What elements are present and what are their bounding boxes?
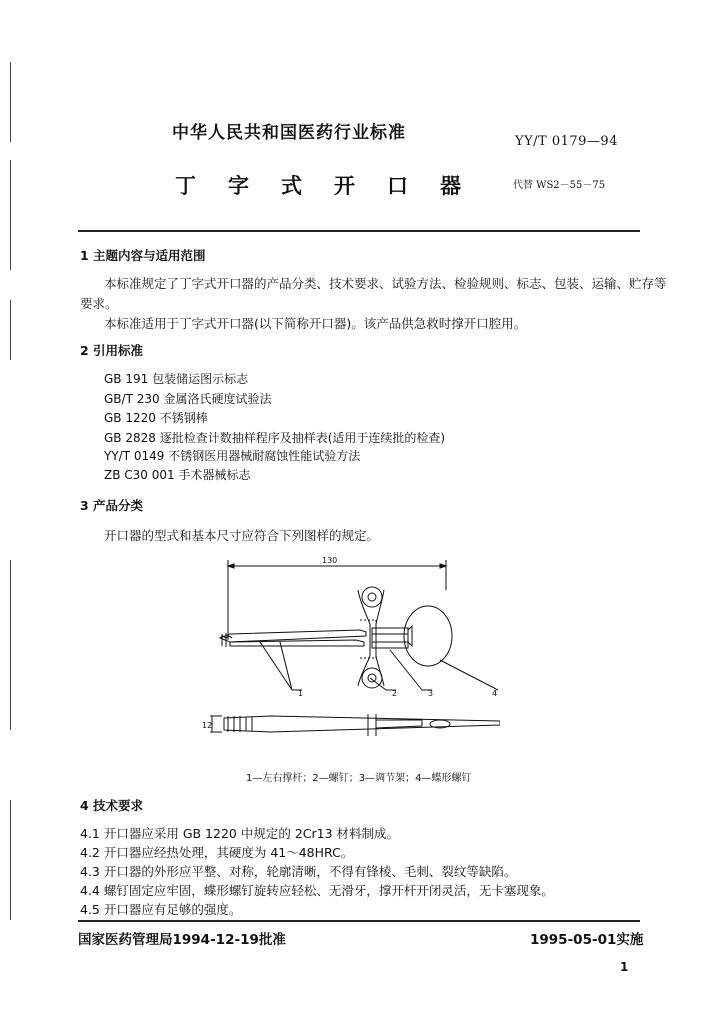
footer-rule [78, 920, 640, 922]
requirement-item: 4.2 开口器应经热处理，其硬度为 41～48HRC。 [80, 845, 354, 860]
section-3-heading: 3 产品分类 [80, 498, 144, 513]
scan-border-line [10, 300, 11, 360]
requirement-item: 4.5 开口器应有足够的强度。 [80, 902, 242, 917]
section-2-heading: 2 引用标准 [80, 343, 144, 358]
standard-organization: 中华人民共和国医药行业标准 [172, 123, 406, 143]
section-4-heading: 4 技术要求 [80, 798, 144, 813]
page-number: 1 [620, 960, 629, 974]
reference-item: GB 1220 不锈钢棒 [104, 411, 208, 425]
dimension-label-small: 12 [202, 721, 213, 730]
callout-4: 4 [492, 689, 498, 698]
replaces-note: 代替 WS2－55－75 [513, 180, 606, 191]
reference-item: GB/T 230 金属洛氏硬度试验法 [104, 392, 272, 406]
requirement-item: 4.3 开口器的外形应平整、对称，轮廓清晰，不得有锋棱、毛刺、裂纹等缺陷。 [80, 864, 517, 879]
scan-border-line [10, 560, 11, 730]
section-1-heading: 1 主题内容与适用范围 [80, 248, 206, 263]
approval-date: 国家医药管理局1994-12-19批准 [78, 932, 286, 948]
document-title: 丁字式开口器 [175, 174, 493, 198]
reference-item: GB 2828 逐批检查计数抽样程序及抽样表(适用于连续批的检查) [104, 431, 446, 445]
scan-border-line [10, 62, 11, 142]
requirement-item: 4.1 开口器应采用 GB 1220 中规定的 2Cr13 材料制成。 [80, 826, 400, 841]
standard-code: YY/T 0179—94 [515, 134, 618, 149]
callout-2: 2 [392, 689, 398, 698]
section-1-paragraph-1-cont: 要求。 [80, 296, 118, 311]
section-3-paragraph: 开口器的型式和基本尺寸应符合下列图样的规定。 [104, 528, 380, 543]
scan-border-line [10, 800, 11, 920]
callout-1: 1 [298, 689, 304, 698]
implementation-date: 1995-05-01实施 [530, 932, 644, 948]
callout-3: 3 [428, 689, 434, 698]
requirement-item: 4.4 螺钉固定应牢固，蝶形螺钉旋转应轻松、无滑牙，撑开杆开闭灵活，无卡塞现象。 [80, 883, 554, 898]
reference-item: ZB C30 001 手术器械标志 [104, 468, 251, 482]
section-1-paragraph-1: 本标准规定了丁字式开口器的产品分类、技术要求、试验方法、检验规则、标志、包装、运输、贮存等 [104, 276, 667, 291]
header-rule [78, 230, 640, 232]
dimension-label: 130 [322, 556, 338, 565]
scan-border-line [10, 160, 11, 270]
mouth-gag-drawing [200, 550, 500, 760]
reference-item: YY/T 0149 不锈钢医用器械耐腐蚀性能试验方法 [104, 449, 361, 463]
figure-caption: 1—左右撑杆；2—螺钉；3—调节架；4—蝶形螺钉 [246, 773, 472, 784]
reference-item: GB 191 包装储运图示标志 [104, 372, 249, 386]
section-1-paragraph-2: 本标准适用于丁字式开口器(以下简称开口器)。该产品供急救时撑开口腔用。 [104, 316, 527, 331]
